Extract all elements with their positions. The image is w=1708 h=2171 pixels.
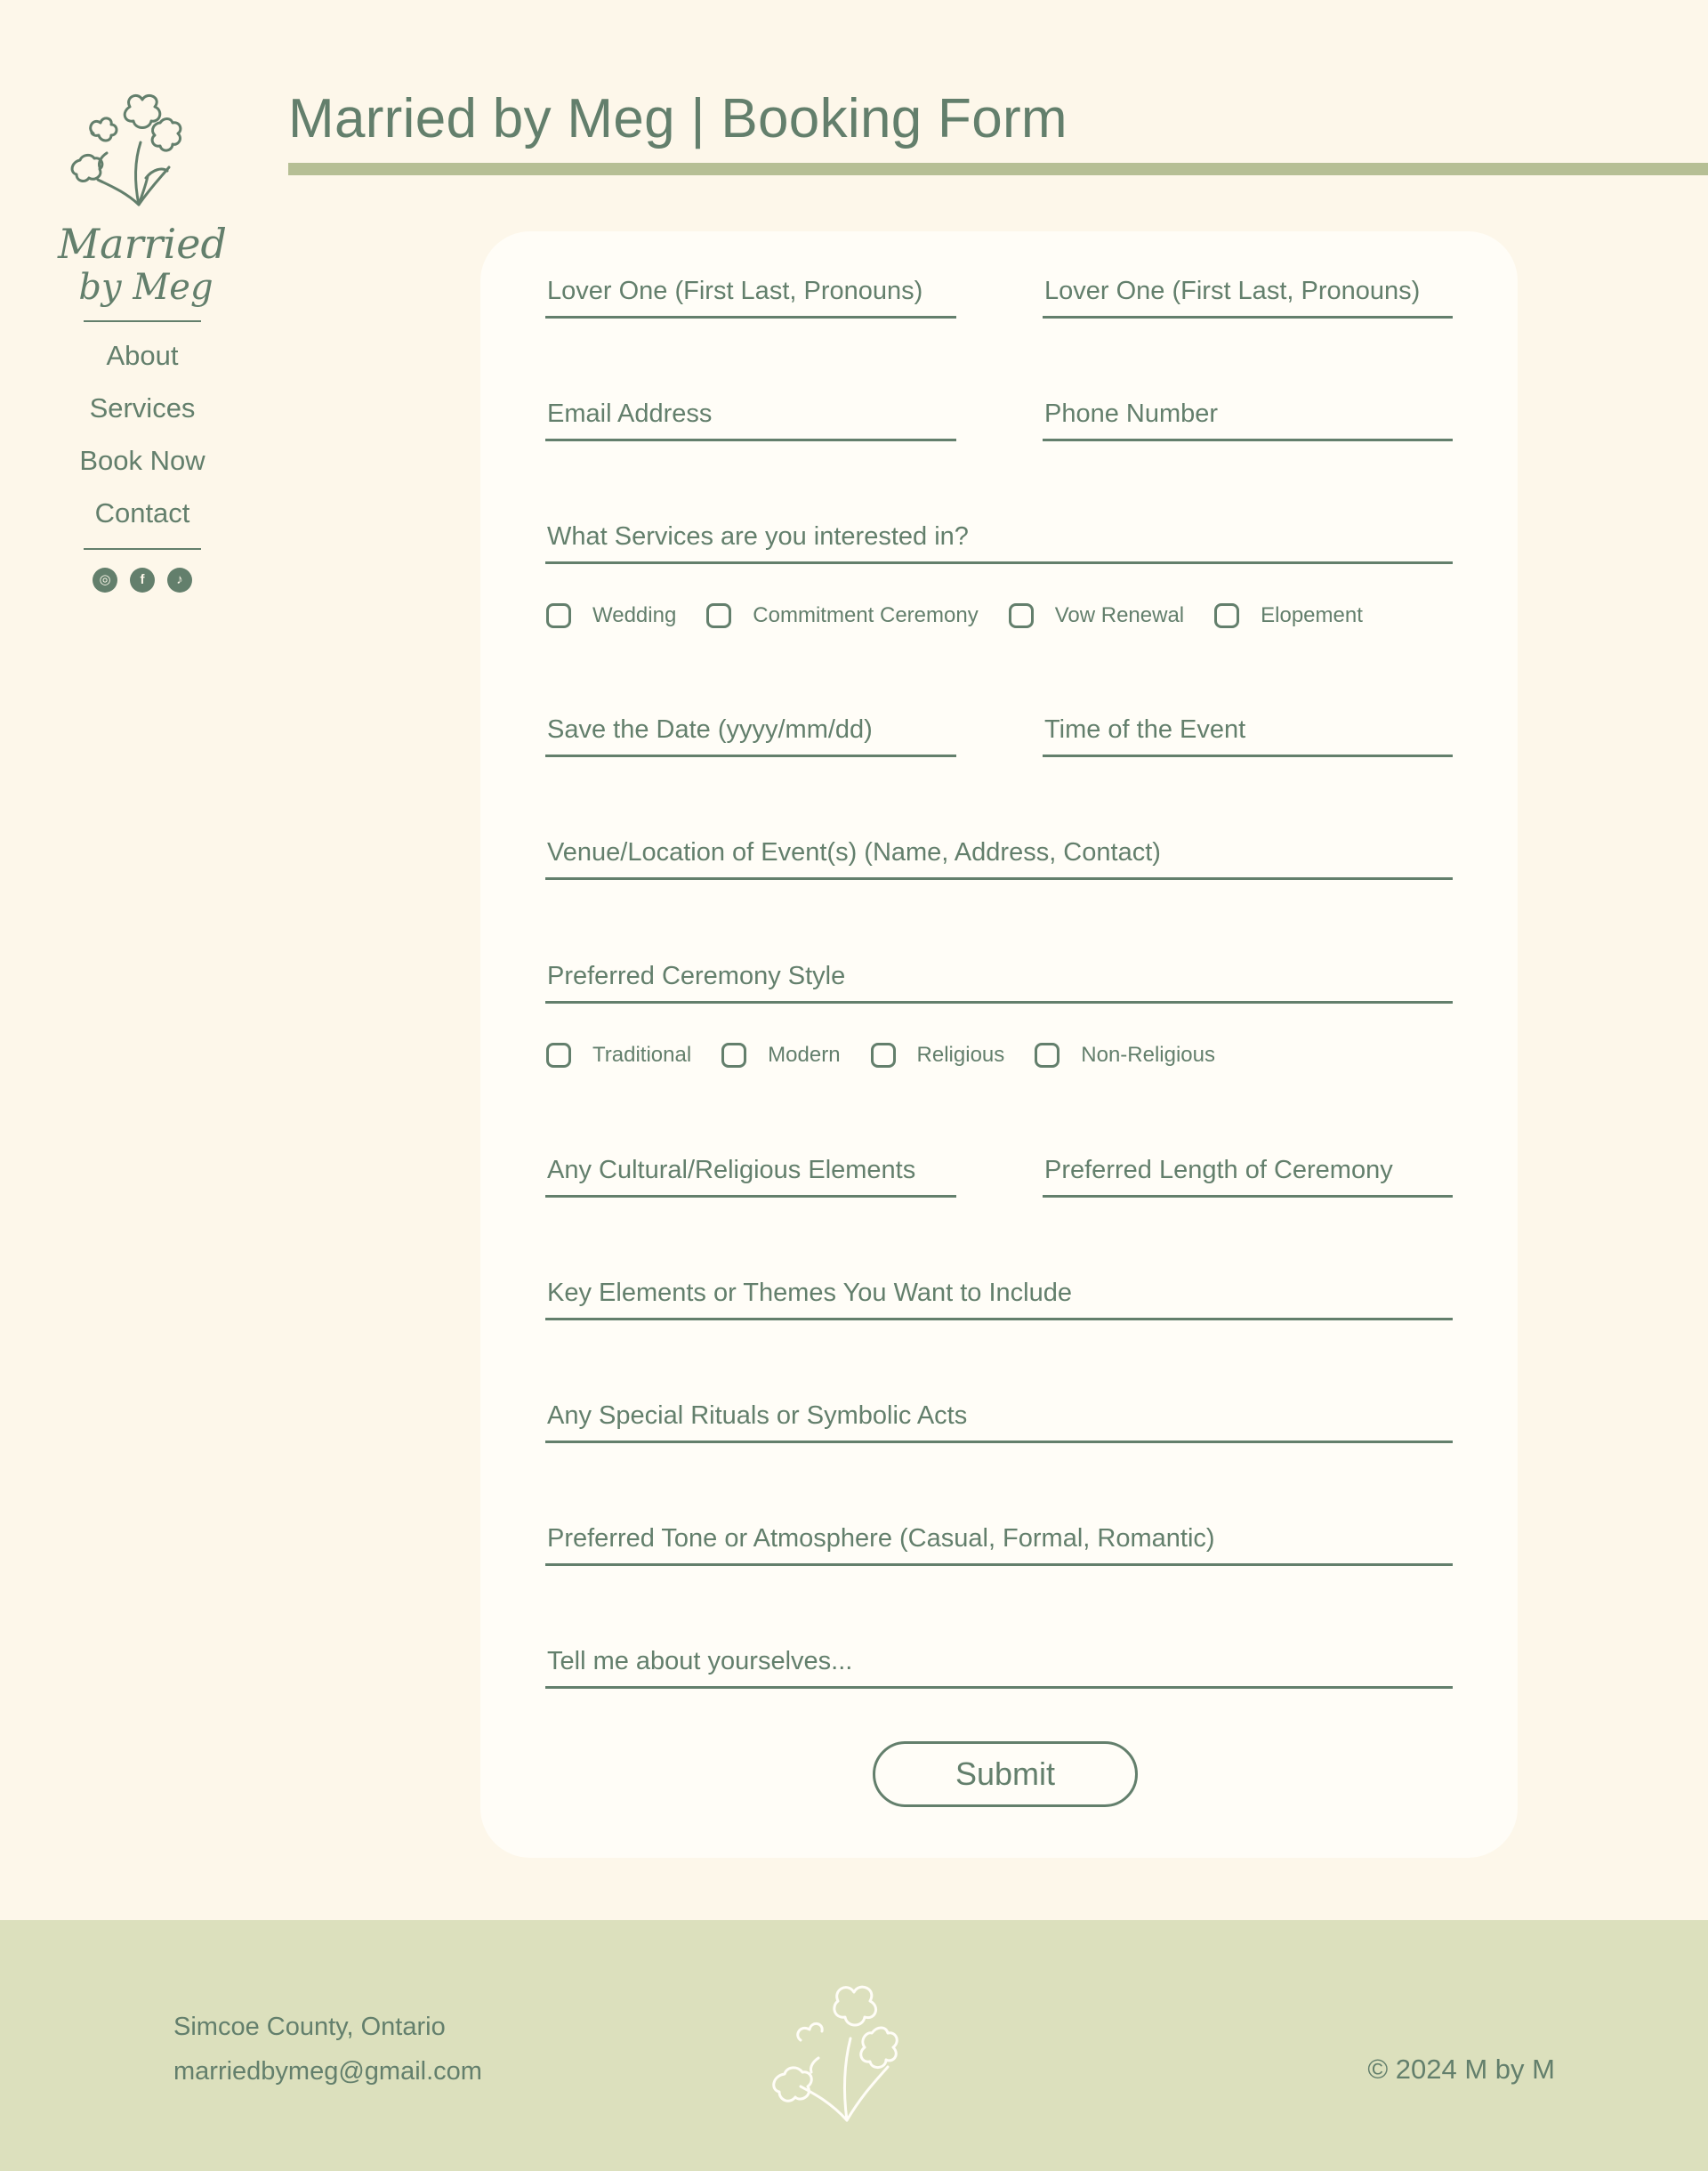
save-date-field bbox=[545, 706, 956, 757]
email-input[interactable] bbox=[545, 390, 956, 439]
religious-checkbox[interactable] bbox=[871, 1043, 896, 1068]
nav-services[interactable]: Services bbox=[89, 392, 196, 424]
wedding-checkbox[interactable] bbox=[546, 603, 571, 628]
booking-form bbox=[480, 231, 1518, 1858]
service-commitment-option[interactable]: Commitment Ceremony bbox=[706, 603, 978, 628]
footer-contact bbox=[173, 2005, 482, 2094]
tone-input[interactable] bbox=[545, 1514, 1453, 1563]
email-field bbox=[545, 390, 956, 441]
event-time-field bbox=[1043, 706, 1453, 757]
nav-contact[interactable]: Contact bbox=[94, 497, 190, 529]
footer bbox=[0, 1920, 1708, 2171]
traditional-checkbox[interactable] bbox=[546, 1043, 571, 1068]
sidebar-divider-top bbox=[84, 320, 201, 322]
service-vow-renewal-option[interactable]: Vow Renewal bbox=[1009, 603, 1184, 628]
length-field bbox=[1043, 1146, 1453, 1198]
tiktok-icon[interactable]: ♪ bbox=[167, 568, 192, 593]
sidebar bbox=[53, 80, 231, 593]
style-traditional-option[interactable]: Traditional bbox=[546, 1043, 691, 1068]
flower-bouquet-icon[interactable] bbox=[53, 80, 231, 311]
sidebar-divider-bottom bbox=[84, 548, 201, 550]
venue-input[interactable] bbox=[545, 828, 1453, 877]
instagram-icon[interactable]: ◎ bbox=[93, 568, 117, 593]
service-wedding-option[interactable]: Wedding bbox=[546, 603, 676, 628]
event-time-input[interactable] bbox=[1043, 706, 1453, 755]
rituals-input[interactable] bbox=[545, 1392, 1453, 1441]
social-links bbox=[53, 568, 231, 593]
lover-one-a-input[interactable] bbox=[545, 267, 956, 316]
page-title: Married by Meg | Booking Form bbox=[288, 88, 1068, 149]
phone-field bbox=[1043, 390, 1453, 441]
copyright: © 2024 M by M bbox=[1367, 2054, 1555, 2085]
rituals-field bbox=[545, 1392, 1453, 1443]
style-non-religious-option[interactable]: Non-Religious bbox=[1035, 1043, 1215, 1068]
svg-text:Married: Married bbox=[58, 220, 227, 268]
services-question-input[interactable] bbox=[545, 512, 1453, 561]
themes-field bbox=[545, 1269, 1453, 1320]
style-modern-option[interactable]: Modern bbox=[721, 1043, 840, 1068]
flower-bouquet-icon bbox=[765, 1969, 943, 2129]
nav-book-now[interactable]: Book Now bbox=[79, 445, 205, 476]
ceremony-style-field bbox=[545, 952, 1453, 1004]
svg-text:by Meg: by Meg bbox=[78, 267, 214, 308]
footer-email[interactable]: marriedbymeg@gmail.com bbox=[173, 2057, 482, 2086]
ceremony-style-input[interactable] bbox=[545, 952, 1453, 1001]
modern-checkbox[interactable] bbox=[721, 1043, 746, 1068]
venue-field bbox=[545, 828, 1453, 880]
service-elopement-option[interactable]: Elopement bbox=[1214, 603, 1363, 628]
services-question-field bbox=[545, 512, 1453, 564]
about-input[interactable] bbox=[545, 1637, 1453, 1686]
lover-one-b-input[interactable] bbox=[1043, 267, 1453, 316]
style-checkboxes bbox=[546, 1043, 1245, 1068]
phone-input[interactable] bbox=[1043, 390, 1453, 439]
vow-renewal-checkbox[interactable] bbox=[1009, 603, 1034, 628]
elopement-checkbox[interactable] bbox=[1214, 603, 1239, 628]
style-religious-option[interactable]: Religious bbox=[871, 1043, 1005, 1068]
commitment-ceremony-checkbox[interactable] bbox=[706, 603, 731, 628]
tone-field bbox=[545, 1514, 1453, 1566]
themes-input[interactable] bbox=[545, 1269, 1453, 1318]
main-nav bbox=[53, 329, 231, 539]
facebook-icon[interactable]: f bbox=[130, 568, 155, 593]
submit-button[interactable]: Submit bbox=[873, 1741, 1138, 1807]
lover-one-a-field bbox=[545, 267, 956, 319]
length-input[interactable] bbox=[1043, 1146, 1453, 1195]
nav-about[interactable]: About bbox=[106, 340, 179, 371]
about-field bbox=[545, 1637, 1453, 1689]
services-checkboxes bbox=[546, 603, 1393, 628]
save-date-input[interactable] bbox=[545, 706, 956, 755]
lover-one-b-field bbox=[1043, 267, 1453, 319]
footer-location: Simcoe County, Ontario bbox=[173, 2013, 446, 2041]
cultural-input[interactable] bbox=[545, 1146, 956, 1195]
cultural-field bbox=[545, 1146, 956, 1198]
title-underline bbox=[288, 163, 1708, 175]
non-religious-checkbox[interactable] bbox=[1035, 1043, 1059, 1068]
